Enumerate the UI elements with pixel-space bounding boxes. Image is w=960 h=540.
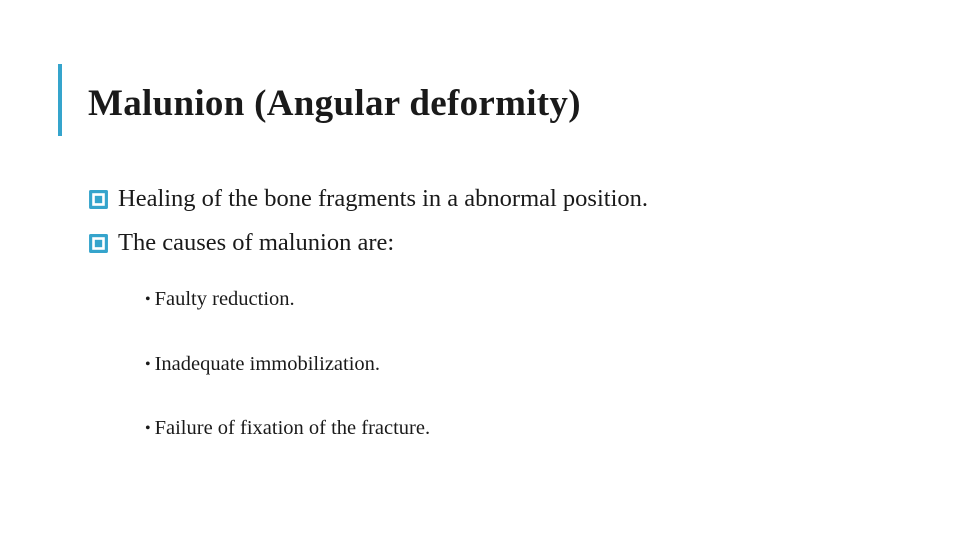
bullet-item xyxy=(88,229,394,257)
dot-bullet-icon: • xyxy=(145,290,151,308)
checkbox-bullet-icon xyxy=(88,233,109,254)
sub-bullet-item xyxy=(145,288,295,311)
slide-title: Malunion (Angular deformity) xyxy=(88,83,581,124)
title-accent-bar xyxy=(58,64,62,136)
bullet-item xyxy=(88,185,648,213)
sub-bullet-item xyxy=(145,353,380,376)
dot-bullet-icon: • xyxy=(145,355,151,373)
bullet-text: Healing of the bone fragments in a abnormal position. xyxy=(118,185,649,212)
checkbox-bullet-icon xyxy=(88,189,109,210)
sub-bullet-text: Inadequate immobilization. xyxy=(154,353,381,375)
sub-bullet-text: Failure of fixation of the fracture. xyxy=(154,417,431,439)
dot-bullet-icon: • xyxy=(145,419,151,437)
bullet-text: The causes of malunion are: xyxy=(118,229,395,256)
sub-bullet-item xyxy=(145,417,430,440)
sub-bullet-text: Faulty reduction. xyxy=(154,288,295,310)
